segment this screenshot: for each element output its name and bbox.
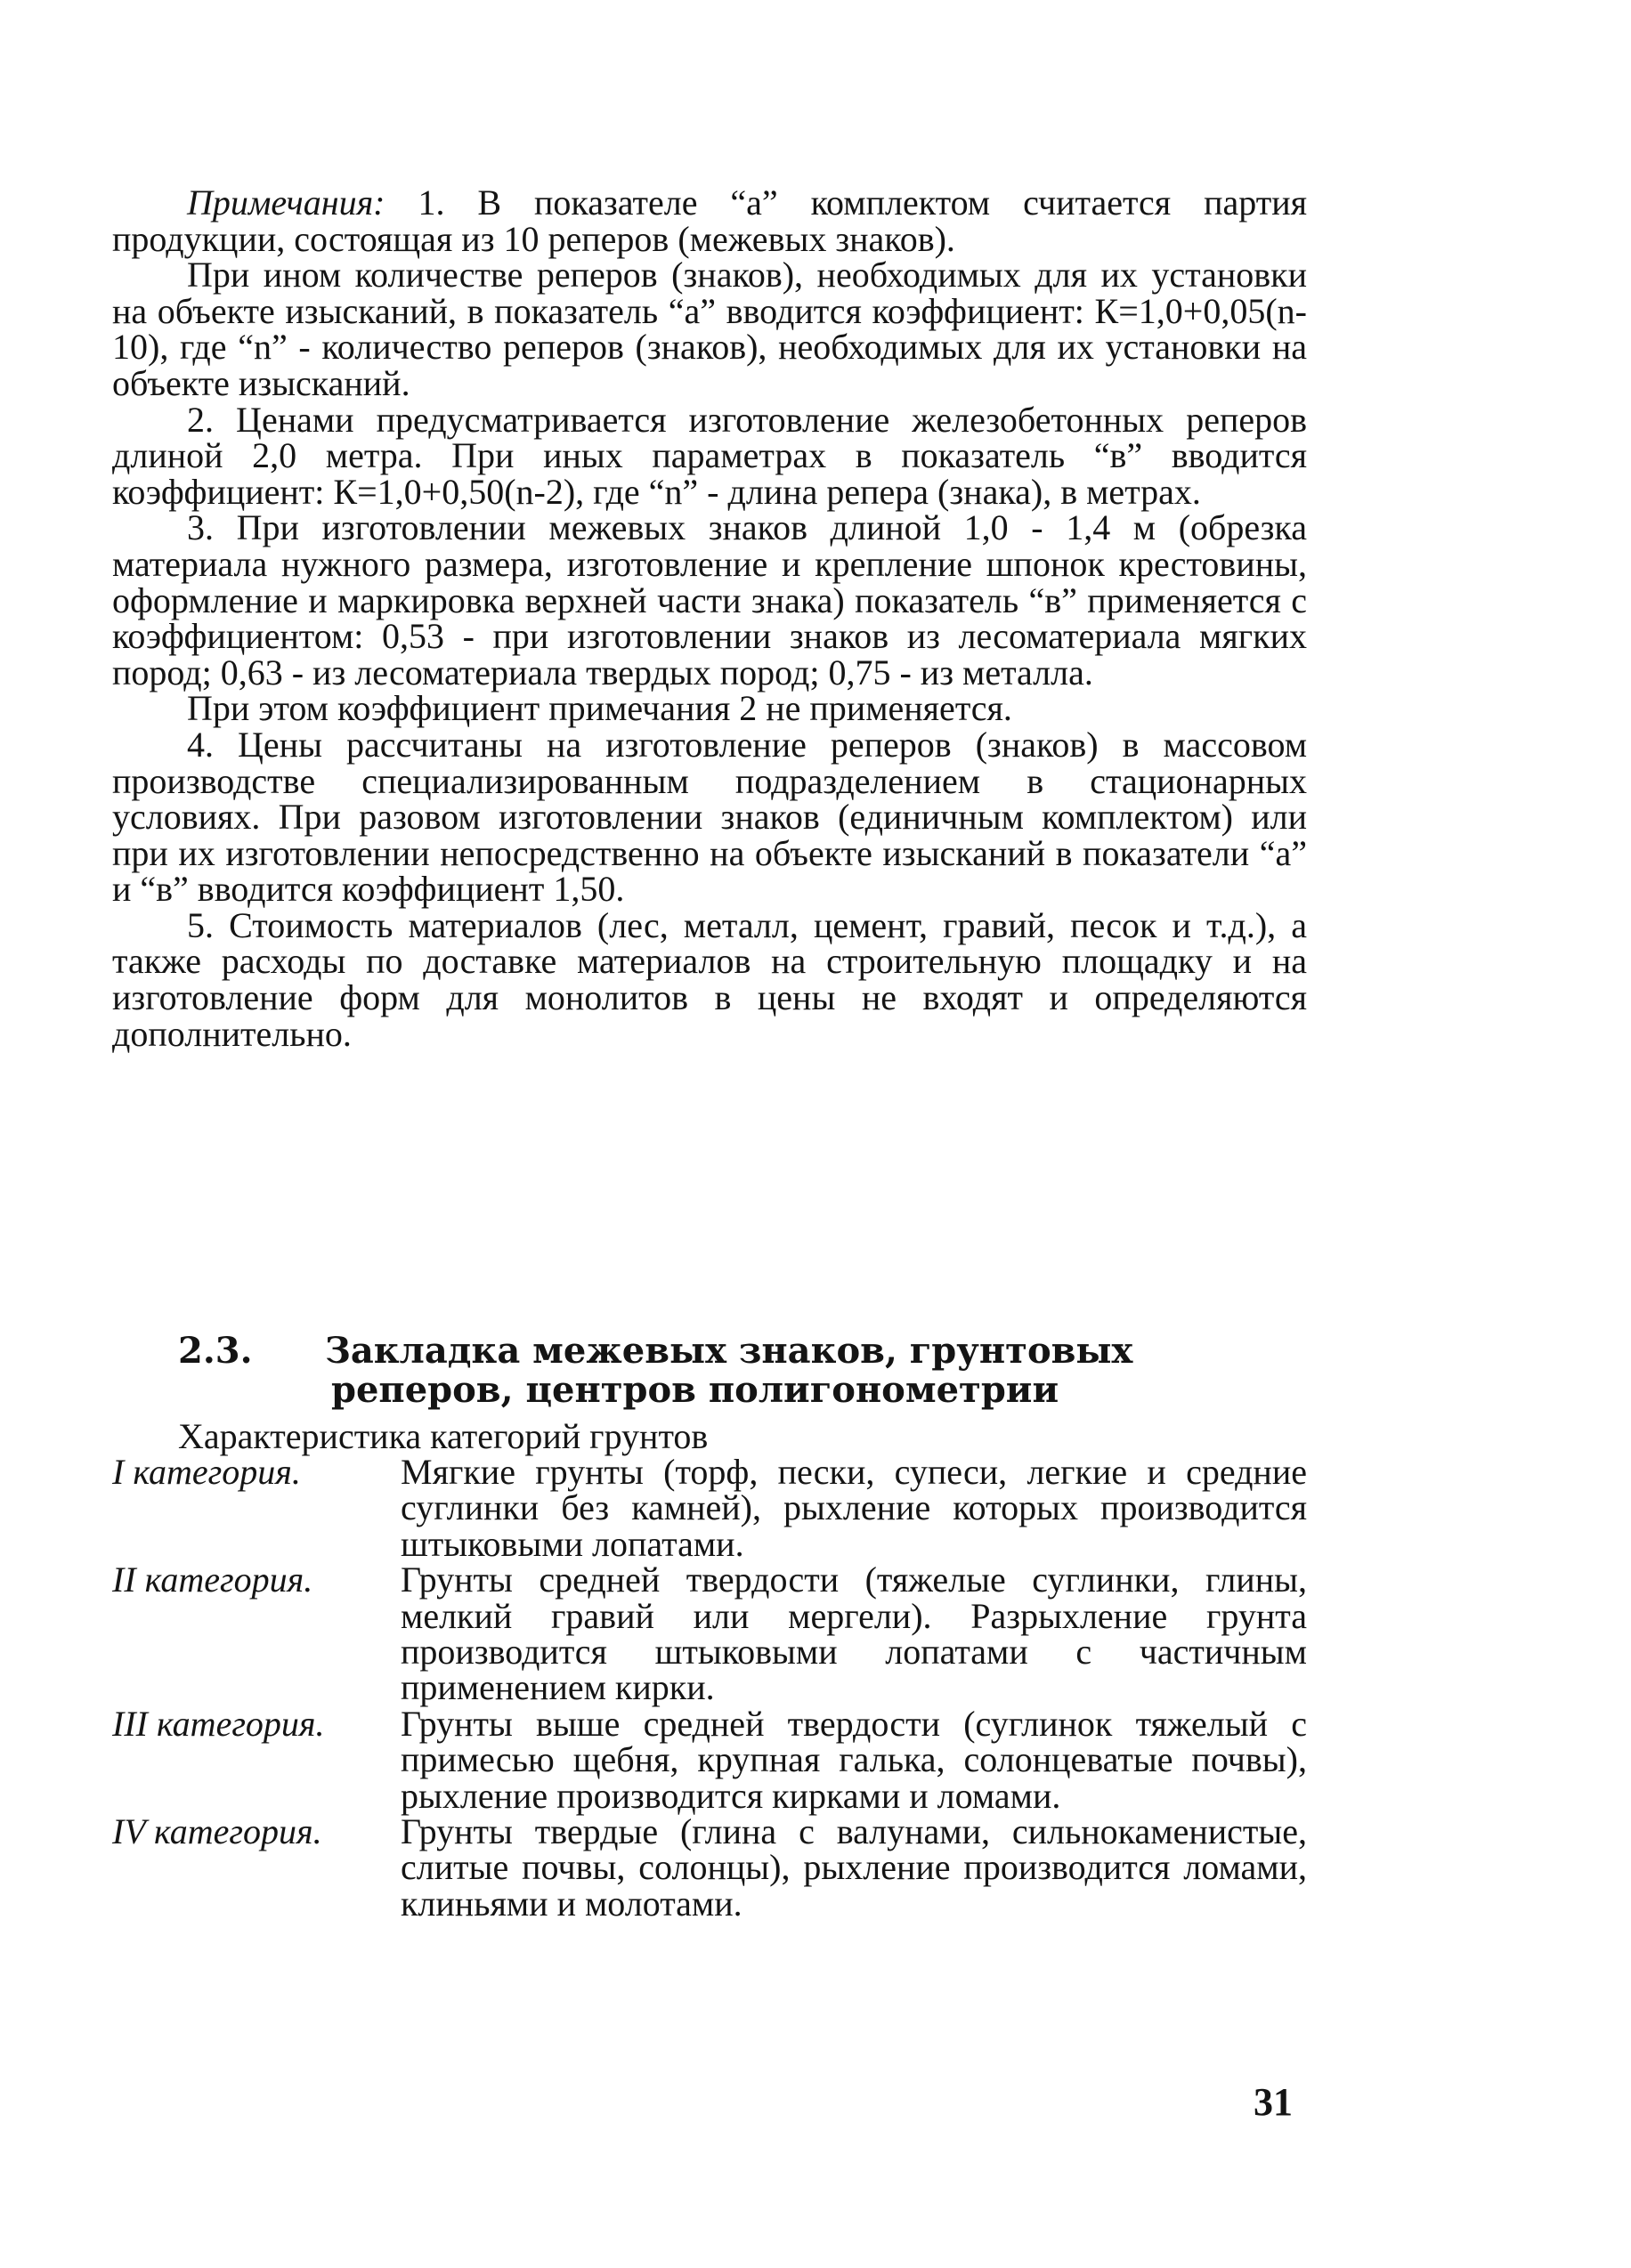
category-label: IV категория.	[112, 1811, 322, 1852]
notes-label: Примечания:	[187, 182, 385, 223]
category-description: Мягкие грунты (торф, пески, супеси, легкие и средние суглинки без камней), рыхление которых производится штыковыми лопатами.	[401, 1452, 1307, 1564]
category-item	[112, 1454, 1307, 1562]
category-item	[112, 1811, 1307, 1924]
section-subtitle: Характеристика категорий грунтов	[178, 1416, 709, 1456]
note-3-extra: При этом коэффициент примечания 2 не применяется.	[187, 688, 1012, 729]
note-2: 2. Ценами предусматривается изготовление железобетонных реперов длиной 2,0 метра. При иных параметрах в показатель “в” вводится коэффициент: К=1,0+0,50(n-2), где “n” - длина репера (знака), в метрах.	[112, 399, 1307, 512]
category-label: III категория.	[112, 1703, 325, 1744]
note-5: 5. Стоимость материалов (лес, металл, цемент, гравий, песок и т.д.), а также расходы по доставке материалов на строительную площадку и на изготовление форм для монолитов в цены не входят и определяются дополнительно.	[112, 904, 1307, 1054]
note-1	[112, 182, 1308, 259]
category-label: I категория.	[112, 1452, 301, 1492]
section-title-line-2: реперов, центров полигонометрии	[331, 1369, 1059, 1411]
category-description: Грунты средней твердости (тяжелые суглинки, глины, мелкий гравий или мергели). Разрыхление грунта производится штыковыми лопатами с частичным применением кирки.	[401, 1559, 1307, 1708]
note-3: 3. При изготовлении межевых знаков длиной 1,0 - 1,4 м (обрезка материала нужного размера, изготовление и крепление шпонок крестовины, оформление и маркировка верхней части знака) показатель “в” применяется с коэффициентом: 0,53 - при изготовлении знаков из лесоматериала мягких пород; 0,63 - из лесоматериала твердых пород; 0,75 - из металла.	[112, 507, 1307, 693]
section-number: 2.3.	[178, 1330, 253, 1372]
section-title-line-1: Закладка межевых знаков, грунтовых	[325, 1330, 1133, 1372]
notes-block	[112, 182, 1308, 1054]
category-item	[112, 1559, 1307, 1708]
page-number: 31	[1254, 2080, 1293, 2124]
note-4: 4. Цены рассчитаны на изготовление реперов (знаков) в массовом производстве специализированным подразделением в стационарных условиях. При разовом изготовлении знаков (единичным комплектом) или при их изготовлении непосредственно на объекте изысканий в показатели “а” и “в” вводится коэффициент 1,50.	[112, 724, 1307, 910]
category-description: Грунты выше средней твердости (суглинок тяжелый с примесью щебня, крупная галька, солонцеватые почвы), рыхление производится кирками и ломами.	[401, 1703, 1307, 1816]
soil-categories-list	[112, 1454, 1307, 1922]
category-label: II категория.	[112, 1559, 313, 1600]
category-item	[112, 1703, 1307, 1816]
category-description: Грунты твердые (глина с валунами, сильнокаменистые, слитые почвы, солонцы), рыхление производится ломами, клиньями и молотами.	[401, 1811, 1307, 1924]
note-1-text: 1. В показателе “а” комплектом считается партия продукции, состоящая из 10 реперов (межевых знаков).	[112, 182, 1308, 259]
note-1-continuation: При ином количестве реперов (знаков), необходимых для их установки на объекте изысканий, в показатель “а” вводится коэффициент: К=1,0+0,05(n-10), где “n” - количество реперов (знаков), необходимых для их установки на объекте изысканий.	[112, 255, 1307, 403]
